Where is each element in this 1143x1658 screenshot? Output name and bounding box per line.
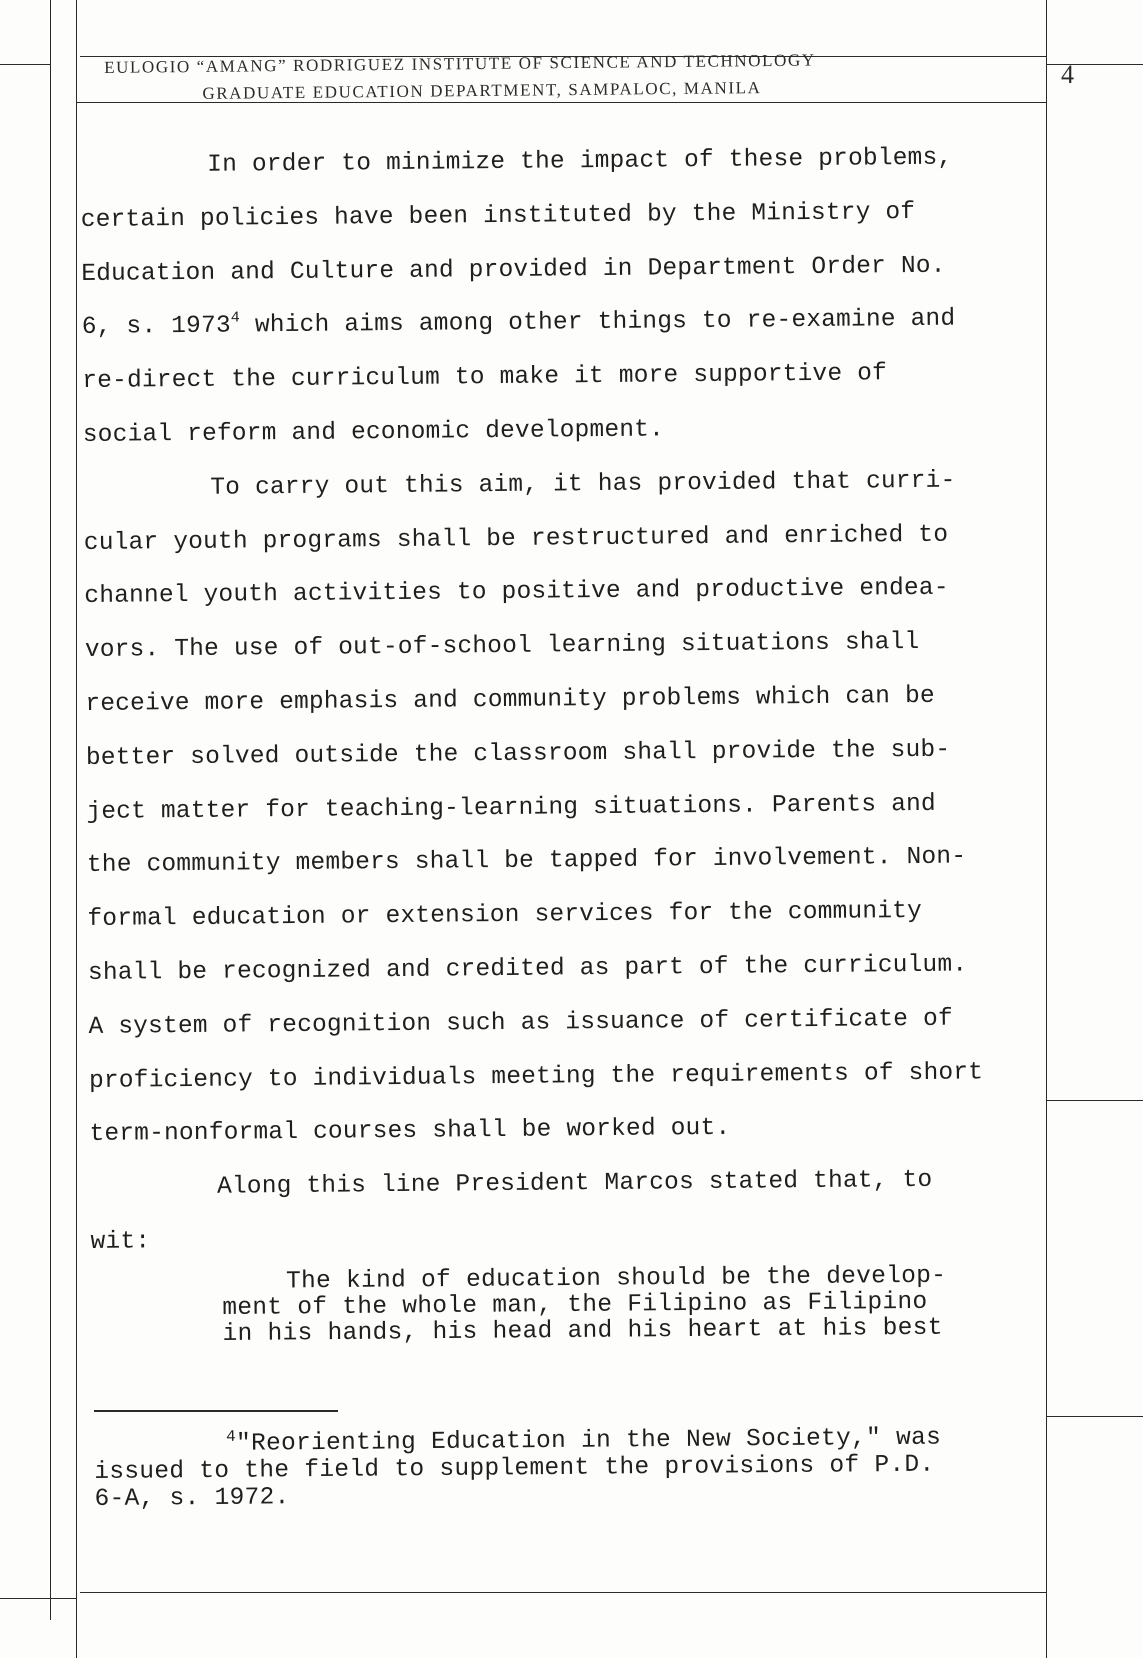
left-tab-rule-top <box>0 64 50 65</box>
page-bottom-rule <box>80 1592 1046 1593</box>
page-number: 4 <box>1061 60 1074 89</box>
footnote-marker: 4 <box>225 1427 237 1446</box>
right-tab-rule-mid <box>1046 1100 1143 1101</box>
body-text <box>80 131 1051 1270</box>
left-tab-rule-bottom <box>0 1598 76 1599</box>
footnote-separator <box>94 1410 338 1412</box>
paragraph-3: Along this line President Marcos stated that, to wit: <box>90 1167 933 1256</box>
block-quote: The kind of education should be the develop- ment of the whole man, the Filipino as Filipino in his hands, his head and his heart at his best <box>222 1262 947 1348</box>
text-frame-left-rule <box>76 0 77 1658</box>
paragraph-1 <box>80 131 1043 463</box>
institution-header <box>100 45 1001 108</box>
footnote <box>94 1424 1035 1513</box>
footnote-text: "Reorienting Education in the New Society," was issued to the field to supplement the provisions of P.D. 6-A, s. 1972. <box>94 1424 942 1513</box>
paragraph-2: To carry out this aim, it has provided that curri- cular youth programs shall be restructured and enriched to channel youth activities to positive and productive endea- vors. The use of out-of-school learning situations shall receive more emphasis and community problems which can be better solved outside the classroom shall provide the sub- ject matter for teaching-learning situations. Parents and the community members shall be tapped for involvement. Non- formal education or extension services for the community shall be recognized and credited as part of the curriculum. A system of recognition such as issuance of certificate of proficiency to individuals meeting the requirements of short term-nonformal courses shall be worked out. <box>83 467 984 1149</box>
paragraph-1-continued: which aims among other things to re-examine and re-direct the curriculum to make it more supportive of social reform and economic development. <box>82 305 956 449</box>
institution-name: EULOGIO “AMANG” RODRIGUEZ INSTITUTE OF SCIENCE AND TECHNOLOGY <box>104 50 816 77</box>
department-line: GRADUATE EDUCATION DEPARTMENT, SAMPALOC, MANILA <box>202 78 762 103</box>
right-tab-rule-low <box>1046 1416 1143 1417</box>
footnote-reference: 4 <box>230 309 241 327</box>
paragraph-1-text: In order to minimize the impact of these problems, certain policies have been instituted by the Ministry of Education and Culture and provided in Department Order No. 6, s. 1973 <box>80 144 953 342</box>
left-margin-rule <box>50 0 51 1620</box>
